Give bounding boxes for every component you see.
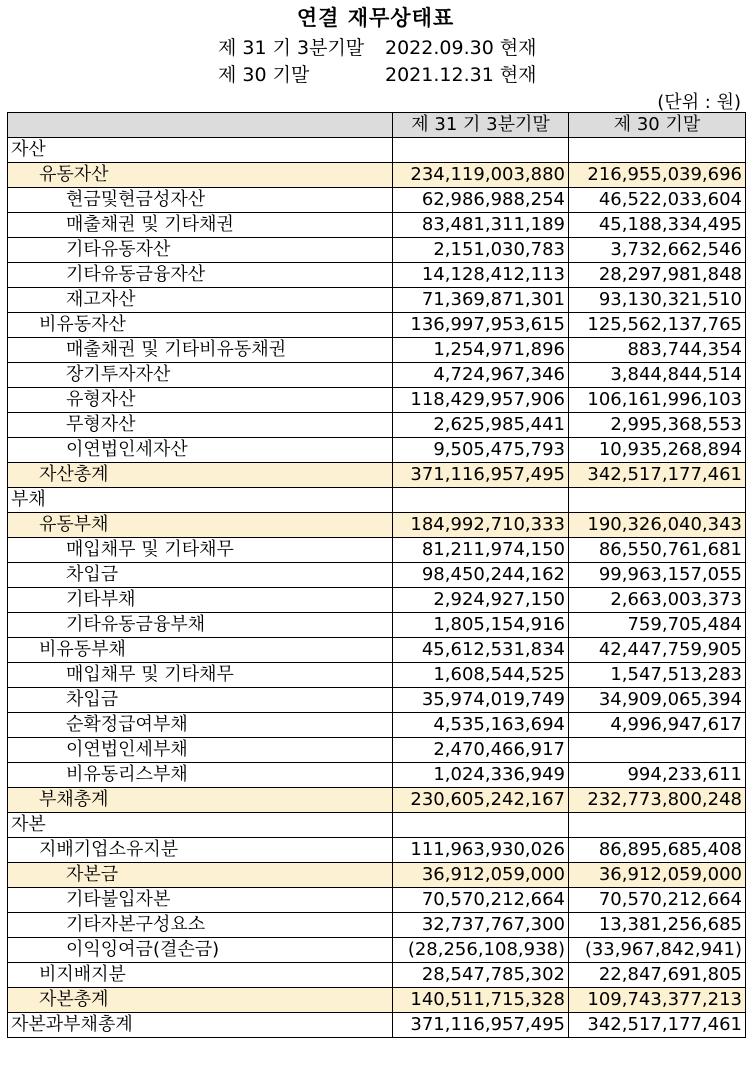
current-period-value: 70,570,212,664 <box>393 888 569 913</box>
prior-period-value <box>569 738 746 763</box>
table-row <box>8 538 746 563</box>
table-row <box>8 363 746 388</box>
table-row <box>8 288 746 313</box>
row-label: 매입채무 및 기타채무 <box>8 538 393 563</box>
current-period-value: 2,924,927,150 <box>393 588 569 613</box>
table-body <box>8 138 746 1038</box>
row-label: 현금및현금성자산 <box>8 188 393 213</box>
row-label: 이연법인세부채 <box>8 738 393 763</box>
prior-period-value: 36,912,059,000 <box>569 863 746 888</box>
current-period-value: 184,992,710,333 <box>393 513 569 538</box>
current-period-value: 2,625,985,441 <box>393 413 569 438</box>
period-prior-label: 제 30 기말 <box>218 64 310 86</box>
prior-period-value <box>569 488 746 513</box>
unit-label: (단위 : 원) <box>657 92 741 113</box>
prior-period-value: 70,570,212,664 <box>569 888 746 913</box>
table-row <box>8 463 746 488</box>
prior-period-value: (33,967,842,941) <box>569 938 746 963</box>
table-row <box>8 613 746 638</box>
prior-period-value: 99,963,157,055 <box>569 563 746 588</box>
table-row <box>8 988 746 1013</box>
row-label: 재고자산 <box>8 288 393 313</box>
row-label: 기타유동금융자산 <box>8 263 393 288</box>
table-row <box>8 313 746 338</box>
current-period-value: (28,256,108,938) <box>393 938 569 963</box>
prior-period-value: 125,562,137,765 <box>569 313 746 338</box>
row-label: 기타불입자본 <box>8 888 393 913</box>
current-period-value: 140,511,715,328 <box>393 988 569 1013</box>
current-period-value: 45,612,531,834 <box>393 638 569 663</box>
current-period-value: 81,211,974,150 <box>393 538 569 563</box>
row-label: 매입채무 및 기타채무 <box>8 663 393 688</box>
table-row <box>8 413 746 438</box>
prior-period-value: 883,744,354 <box>569 338 746 363</box>
prior-period-value: 3,732,662,546 <box>569 238 746 263</box>
row-label: 자본과부채총계 <box>8 1013 393 1038</box>
current-period-value: 118,429,957,906 <box>393 388 569 413</box>
row-label: 기타유동금융부채 <box>8 613 393 638</box>
current-period-value: 1,024,336,949 <box>393 763 569 788</box>
prior-period-value: 10,935,268,894 <box>569 438 746 463</box>
prior-period-value: 3,844,844,514 <box>569 363 746 388</box>
table-row <box>8 813 746 838</box>
row-label: 부채총계 <box>8 788 393 813</box>
period-current-date: 2022.09.30 현재 <box>385 37 537 59</box>
prior-period-value: 2,663,003,373 <box>569 588 746 613</box>
table-header-row <box>8 113 746 138</box>
prior-period-value: 28,297,981,848 <box>569 263 746 288</box>
current-period-value: 28,547,785,302 <box>393 963 569 988</box>
table-row <box>8 263 746 288</box>
row-label: 자산총계 <box>8 463 393 488</box>
current-period-value: 4,535,163,694 <box>393 713 569 738</box>
row-label: 유동부채 <box>8 513 393 538</box>
table-row <box>8 238 746 263</box>
row-label: 비지배지분 <box>8 963 393 988</box>
row-label: 차입금 <box>8 688 393 713</box>
prior-period-value: 34,909,065,394 <box>569 688 746 713</box>
row-label: 부채 <box>8 488 393 513</box>
current-period-value: 71,369,871,301 <box>393 288 569 313</box>
table-row <box>8 688 746 713</box>
prior-period-value: 1,547,513,283 <box>569 663 746 688</box>
prior-period-value: 86,550,761,681 <box>569 538 746 563</box>
prior-period-value: 13,381,256,685 <box>569 913 746 938</box>
prior-period-value: 86,895,685,408 <box>569 838 746 863</box>
table-row <box>8 488 746 513</box>
row-label: 기타부채 <box>8 588 393 613</box>
row-label: 유형자산 <box>8 388 393 413</box>
current-period-value: 1,254,971,896 <box>393 338 569 363</box>
row-label: 자본총계 <box>8 988 393 1013</box>
row-label: 비유동자산 <box>8 313 393 338</box>
table-row <box>8 788 746 813</box>
table-row <box>8 838 746 863</box>
current-period-value <box>393 813 569 838</box>
table-row <box>8 663 746 688</box>
table-row <box>8 138 746 163</box>
prior-period-value: 342,517,177,461 <box>569 1013 746 1038</box>
table-row <box>8 763 746 788</box>
table-row <box>8 713 746 738</box>
prior-period-value: 190,326,040,343 <box>569 513 746 538</box>
table-row <box>8 738 746 763</box>
current-period-value: 62,986,988,254 <box>393 188 569 213</box>
table-row <box>8 213 746 238</box>
row-label: 매출채권 및 기타채권 <box>8 213 393 238</box>
current-period-value: 111,963,930,026 <box>393 838 569 863</box>
prior-period-value: 216,955,039,696 <box>569 163 746 188</box>
current-period-value: 2,470,466,917 <box>393 738 569 763</box>
row-label: 자산 <box>8 138 393 163</box>
row-label: 이익잉여금(결손금) <box>8 938 393 963</box>
row-label: 무형자산 <box>8 413 393 438</box>
table-row <box>8 888 746 913</box>
current-period-value: 371,116,957,495 <box>393 463 569 488</box>
header-current-period: 제 31 기 3분기말 <box>393 113 569 138</box>
prior-period-value: 22,847,691,805 <box>569 963 746 988</box>
current-period-value: 2,151,030,783 <box>393 238 569 263</box>
prior-period-value: 106,161,996,103 <box>569 388 746 413</box>
current-period-value: 136,997,953,615 <box>393 313 569 338</box>
table-row <box>8 388 746 413</box>
table-row <box>8 963 746 988</box>
row-label: 비유동리스부채 <box>8 763 393 788</box>
table-row <box>8 338 746 363</box>
prior-period-value: 2,995,368,553 <box>569 413 746 438</box>
table-row <box>8 563 746 588</box>
header-item <box>8 113 393 138</box>
current-period-value: 98,450,244,162 <box>393 563 569 588</box>
prior-period-value: 109,743,377,213 <box>569 988 746 1013</box>
prior-period-value: 4,996,947,617 <box>569 713 746 738</box>
row-label: 지배기업소유지분 <box>8 838 393 863</box>
current-period-value: 32,737,767,300 <box>393 913 569 938</box>
row-label: 차입금 <box>8 563 393 588</box>
row-label: 매출채권 및 기타비유동채권 <box>8 338 393 363</box>
header-prior-period: 제 30 기말 <box>569 113 746 138</box>
row-label: 장기투자자산 <box>8 363 393 388</box>
table-row <box>8 1013 746 1038</box>
current-period-value: 234,119,003,880 <box>393 163 569 188</box>
current-period-value: 36,912,059,000 <box>393 863 569 888</box>
row-label: 자본 <box>8 813 393 838</box>
row-label: 순확정급여부채 <box>8 713 393 738</box>
prior-period-value: 342,517,177,461 <box>569 463 746 488</box>
row-label: 기타자본구성요소 <box>8 913 393 938</box>
row-label: 비유동부채 <box>8 638 393 663</box>
current-period-value: 1,608,544,525 <box>393 663 569 688</box>
prior-period-value: 994,233,611 <box>569 763 746 788</box>
prior-period-value <box>569 138 746 163</box>
prior-period-value: 42,447,759,905 <box>569 638 746 663</box>
period-prior-date: 2021.12.31 현재 <box>385 64 537 86</box>
row-label: 이연법인세자산 <box>8 438 393 463</box>
current-period-value: 9,505,475,793 <box>393 438 569 463</box>
row-label: 유동자산 <box>8 163 393 188</box>
current-period-value: 35,974,019,749 <box>393 688 569 713</box>
prior-period-value: 759,705,484 <box>569 613 746 638</box>
current-period-value: 371,116,957,495 <box>393 1013 569 1038</box>
prior-period-value: 45,188,334,495 <box>569 213 746 238</box>
table-row <box>8 913 746 938</box>
prior-period-value: 93,130,321,510 <box>569 288 746 313</box>
prior-period-value: 232,773,800,248 <box>569 788 746 813</box>
row-label: 자본금 <box>8 863 393 888</box>
current-period-value: 1,805,154,916 <box>393 613 569 638</box>
table-row <box>8 188 746 213</box>
table-row <box>8 938 746 963</box>
table-row <box>8 638 746 663</box>
table-row <box>8 513 746 538</box>
prior-period-value <box>569 813 746 838</box>
prior-period-value: 46,522,033,604 <box>569 188 746 213</box>
period-current-label: 제 31 기 3분기말 <box>218 37 365 59</box>
current-period-value: 4,724,967,346 <box>393 363 569 388</box>
table-row <box>8 163 746 188</box>
current-period-value <box>393 488 569 513</box>
balance-sheet-table <box>7 112 746 1038</box>
table-row <box>8 863 746 888</box>
table-row <box>8 438 746 463</box>
current-period-value: 83,481,311,189 <box>393 213 569 238</box>
table-row <box>8 588 746 613</box>
current-period-value: 14,128,412,113 <box>393 263 569 288</box>
row-label: 기타유동자산 <box>8 238 393 263</box>
current-period-value: 230,605,242,167 <box>393 788 569 813</box>
statement-title: 연결 재무상태표 <box>296 6 455 30</box>
current-period-value <box>393 138 569 163</box>
